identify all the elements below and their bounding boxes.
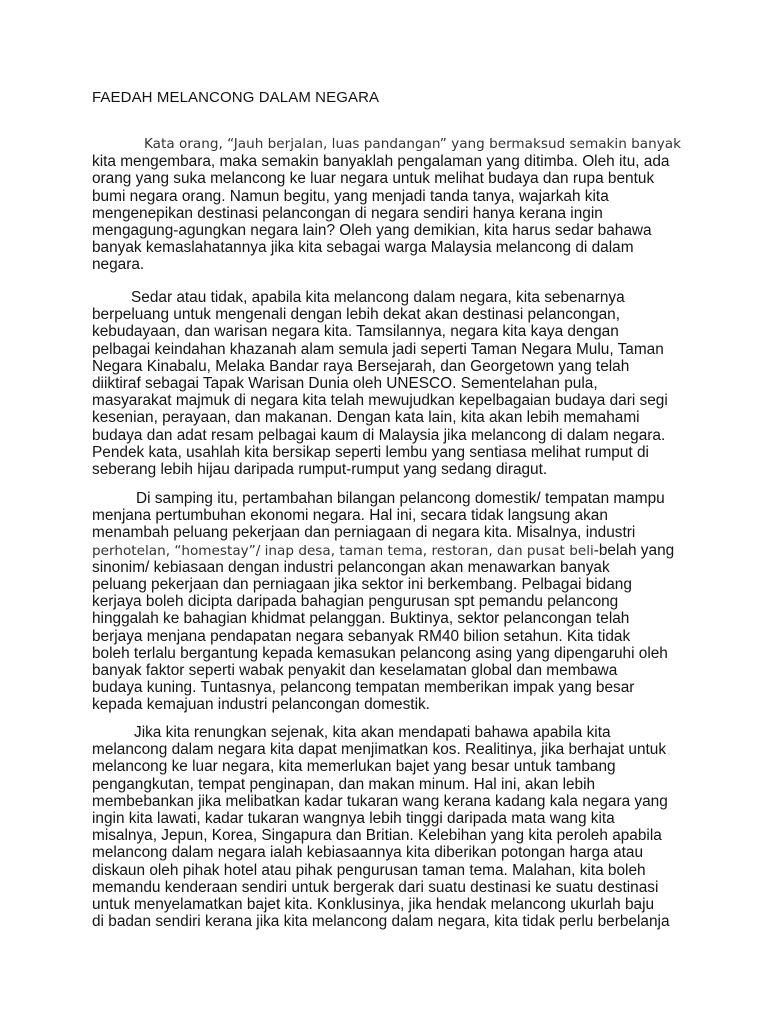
text-line: kepada kemajuan industri pelancongan domestik. xyxy=(92,696,430,714)
text-line: Di samping itu, pertambahan bilangan pelancong domestik/ tempatan mampu xyxy=(136,490,665,507)
text-line: melancong dalam negara kita dapat menjimatkan kos. Realitinya, jika berhajat untuk xyxy=(92,741,667,759)
text-line: pengangkutan, tempat penginapan, dan makan minum. Hal ini, akan lebih xyxy=(92,775,596,793)
text-line: untuk menyelamatkan bajet kita. Konklusinya, jika hendak melancong ukurlah baju xyxy=(92,895,655,913)
text-line: banyak kemaslahatannya jika kita sebagai warga Malaysia melancong di dalam xyxy=(92,239,634,257)
text-segment-alt: perhotelan, “homestay”/ inap desa, taman tema, restoran, dan pusat beli xyxy=(92,542,594,559)
text-line: berjaya menjana pendapatan negara sebanyak RM40 bilion setahun. Kita tidak xyxy=(92,627,631,645)
text-line: memandu kenderaan sendiri untuk bergerak dari suatu destinasi ke suatu destinasi xyxy=(92,878,659,896)
text-line: melancong dalam negara ialah kebiasaannya kita diberikan potongan harga atau xyxy=(92,844,644,862)
text-line: boleh terlalu bergantung kepada kemasukan pelancong asing yang dipengaruhi oleh xyxy=(92,644,668,662)
document-title: FAEDAH MELANCONG DALAM NEGARA xyxy=(92,89,380,106)
text-segment: -belah yang xyxy=(593,541,675,559)
text-line: kita mengembara, maka semakin banyaklah pengalaman yang ditimba. Oleh itu, ada xyxy=(92,153,670,171)
text-line: kerjaya boleh dicipta daripada bahagian pengurusan spt pemandu pelancong xyxy=(92,593,619,611)
text-line: menambah peluang pekerjaan dan perniagaan di negara kita. Misalnya, industri xyxy=(92,524,636,542)
paragraph-3 xyxy=(92,490,692,713)
text-line: pelbagai keindahan khazanah alam semula jadi seperti Taman Negara Mulu, Taman xyxy=(92,340,664,358)
text-line: diskaun oleh pihak hotel atau pihak pengurusan taman tema. Malahan, kita boleh xyxy=(92,861,646,879)
text-line: mengagung-agungkan negara lain? Oleh yang demikian, kita harus sedar bahawa xyxy=(92,221,652,239)
text-line: melancong ke luar negara, kita memerlukan bajet yang besar untuk tambang xyxy=(92,758,616,776)
text-line: bumi negara orang. Namun begitu, yang menjadi tanda tanya, wajarkah kita xyxy=(92,187,609,205)
text-line: kebudayaan, dan warisan negara kita. Tamsilannya, negara kita kaya dengan xyxy=(92,323,619,341)
text-line: budaya kuning. Tuntasnya, pelancong tempatan memberikan impak yang besar xyxy=(92,679,635,697)
text-line: peluang pekerjaan dan perniagaan jika sektor ini berkembang. Pelbagai bidang xyxy=(92,575,632,593)
text-line: Jika kita renungkan sejenak, kita akan mendapati bahawa apabila kita xyxy=(134,724,611,741)
paragraph-4 xyxy=(92,724,692,930)
text-line: berpeluang untuk mengenali dengan lebih dekat akan destinasi pelancongan, xyxy=(92,306,620,324)
text-line: membebankan jika melibatkan kadar tukaran wang kerana kadang kala negara yang xyxy=(92,792,668,810)
text-line: budaya dan adat resam pelbagai kaum di Malaysia jika melancong di dalam negara. xyxy=(92,426,666,444)
text-line: Sedar atau tidak, apabila kita melancong dalam negara, kita sebenarnya xyxy=(131,289,625,306)
text-line: diiktiraf sebagai Tapak Warisan Dunia oleh UNESCO. Sementelahan pula, xyxy=(92,374,598,392)
text-line: orang yang suka melancong ke luar negara untuk melihat budaya dan rupa bentuk xyxy=(92,170,655,188)
text-line: Negara Kinabalu, Melaka Bandar raya Bersejarah, dan Georgetown yang telah xyxy=(92,357,630,375)
text-line: di badan sendiri kerana jika kita melancong dalam negara, kita tidak perlu berbelanja xyxy=(92,913,670,931)
text-line: menjana pertumbuhan ekonomi negara. Hal ini, secara tidak langsung akan xyxy=(92,507,608,525)
text-line: negara. xyxy=(92,256,145,274)
paragraph-2 xyxy=(92,289,692,478)
text-line: seberang lebih hijau daripada rumput-rumput yang sedang diragut. xyxy=(92,460,548,478)
text-line: mengenepikan destinasi pelancongan di negara sendiri hanya kerana ingin xyxy=(92,204,603,222)
text-line-mixed xyxy=(92,542,692,559)
text-line: Kata orang, “Jauh berjalan, luas pandangan” yang bermaksud semakin banyak xyxy=(144,136,681,152)
paragraph-1 xyxy=(92,136,692,274)
text-line: hinggalah ke bahagian khidmat pelanggan. Buktinya, sektor pelancongan telah xyxy=(92,610,630,628)
text-line: kesenian, perayaan, dan makanan. Dengan kata lain, kita akan lebih memahami xyxy=(92,409,640,427)
text-line: sinonim/ kebiasaan dengan industri pelancongan akan menawarkan banyak xyxy=(92,558,610,576)
text-line: banyak faktor seperti wabak penyakit dan keselamatan global dan membawa xyxy=(92,661,618,679)
text-line: masyarakat majmuk di negara kita telah mewujudkan kepelbagaian budaya dari segi xyxy=(92,392,668,410)
text-line: ingin kita lawati, kadar tukaran wangnya lebih tinggi daripada mata wang kita xyxy=(92,809,615,827)
text-line: misalnya, Jepun, Korea, Singapura dan Britian. Kelebihan yang kita peroleh apabila xyxy=(92,827,662,845)
text-line: Pendek kata, usahlah kita bersikap seperti lembu yang sentiasa melihat rumput di xyxy=(92,443,649,461)
